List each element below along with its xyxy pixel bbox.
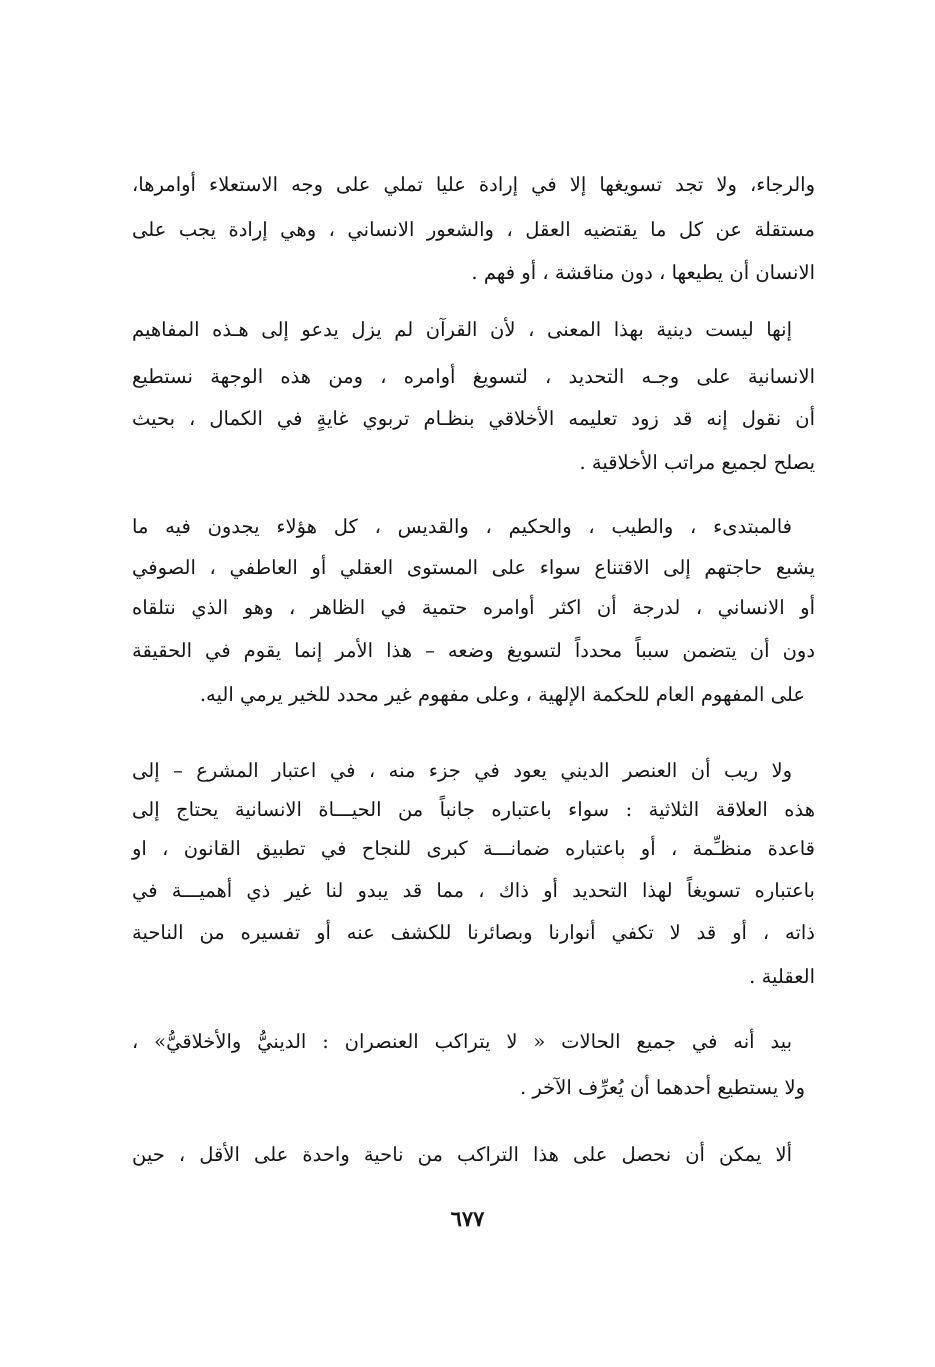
paragraph-line: الانسانية على وجـه التحديد ، لتسويغ أوامره ، ومن هذه الوجهة نستطيع — [132, 365, 815, 388]
paragraph-line: العقلية . — [749, 965, 815, 988]
paragraph-line: بيد أنه في جميع الحالات « لا يتراكب العنصران : الدينيُّ والأخلاقيُّ» ، — [132, 1030, 792, 1053]
paragraph-line: والرجاء، ولا تجد تسويغها إلا في إرادة عليا تملي على وجه الاستعلاء أوامرها، — [132, 173, 815, 196]
paragraph-line: يشبع حاجتهم إلى الاقتناع سواء على المستوى العقلي أو العاطفي ، الصوفي — [132, 556, 815, 579]
paragraph-line: هذه العلاقة الثلاثية : سواء باعتباره جانباً من الحيـــاة الانسانية يحتاج إلى — [132, 798, 815, 821]
paragraph-line: أن نقول إنه قد زود تعليمه الأخلاقي بنظـام تربوي غايةٍ في الكمال ، بحيث — [132, 407, 815, 430]
paragraph-line: يصلح لجميع مراتب الأخلاقية . — [579, 451, 815, 474]
paragraph-2 — [132, 310, 815, 490]
paragraph-line: أو الانساني ، لدرجة أن اكثر أوامره حتمية في الظاهر ، وهو الذي نتلقاه — [132, 596, 815, 619]
paragraph-line: مستقلة عن كل ما يقتضيه العقل ، والشعور الانساني ، وهي إرادة يجب على — [132, 218, 815, 241]
paragraph-line: دون أن يتضمن سبباً محدداً لتسويغ وضعه – هذا الأمر إنما يقوم في الحقيقة — [132, 639, 815, 662]
paragraph-5 — [132, 1018, 815, 1108]
paragraph-3 — [132, 508, 815, 728]
paragraph-line: الانسان أن يطيعها ، دون مناقشة ، أو فهم . — [471, 261, 815, 284]
paragraph-1 — [132, 160, 815, 290]
paragraph-line: ألا يمكن أن نحصل على هذا التراكب من ناحية واحدة على الأقل ، حين — [132, 1143, 792, 1166]
paragraph-line: ولا يستطيع أحدهما أن يُعرِّف الآخر . — [520, 1076, 805, 1099]
paragraph-line: فالمبتدىء ، والطيب ، والحكيم ، والقديس ، كل هؤلاء يجدون فيه ما — [132, 515, 792, 538]
paragraph-line: باعتباره تسويغاً لهذا التحديد أو ذاك ، مما قد يبدو لنا غير ذي أهميـــة في — [132, 879, 815, 902]
paragraph-line: على المفهوم العام للحكمة الإلهية ، وعلى مفهوم غير محدد للخير يرمي اليه. — [199, 683, 805, 706]
paragraph-line: ولا ريب أن العنصر الديني يعود في جزء منه ، في اعتبار المشرع – إلى — [132, 759, 792, 782]
page-number: ٦٧٧ — [450, 1206, 485, 1231]
paragraph-line: إنها ليست دينية بهذا المعنى ، لأن القرآن لم يزل يدعو إلى هـذه المفاهيم — [132, 318, 792, 341]
paragraph-6 — [132, 1128, 815, 1178]
paragraph-line: ذاته ، أو قد لا تكفي أنوارنا وبصائرنا للكشف عنه أو تفسيره من الناحية — [132, 921, 815, 944]
paragraph-4 — [132, 752, 815, 1002]
paragraph-line: قاعدة منظـِّمة ، أو باعتباره ضمانـــة كبرى للنجاح في تطبيق القانون ، او — [132, 837, 815, 860]
